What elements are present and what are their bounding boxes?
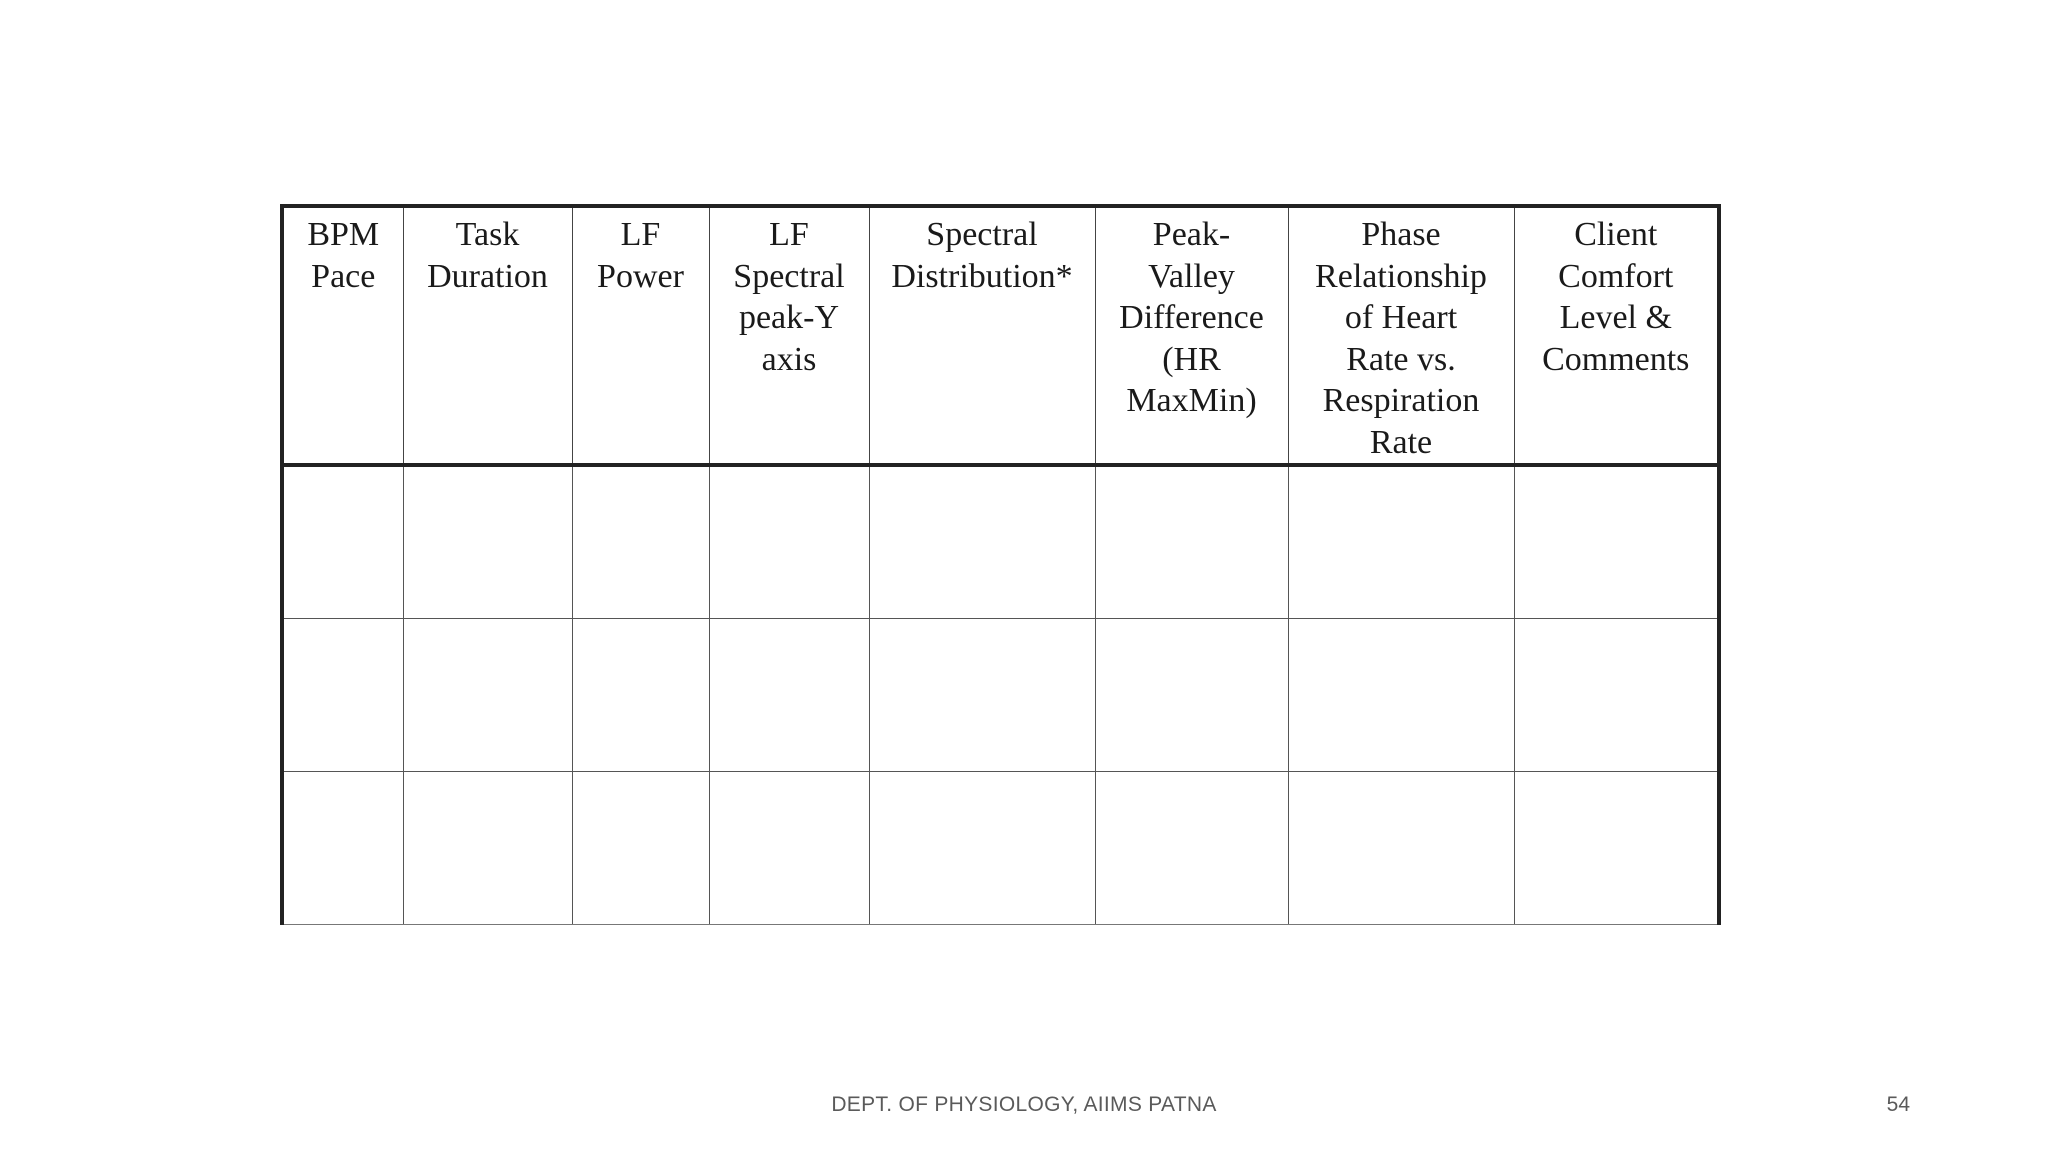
header-task-duration: Task Duration — [403, 206, 572, 465]
table-cell[interactable] — [869, 465, 1095, 618]
table-cell[interactable] — [572, 465, 709, 618]
header-spectral-distribution: Spectral Distribution* — [869, 206, 1095, 465]
table-cell[interactable] — [1288, 618, 1514, 771]
table-row — [282, 771, 1719, 924]
header-lf-spectral-peak: LF Spectral peak-Y axis — [709, 206, 869, 465]
table-row — [282, 618, 1719, 771]
table-cell[interactable] — [709, 771, 869, 924]
table-cell[interactable] — [1095, 771, 1288, 924]
header-client-comfort: Client Comfort Level & Comments — [1514, 206, 1719, 465]
header-lf-power: LF Power — [572, 206, 709, 465]
table-cell[interactable] — [282, 618, 403, 771]
table-cell[interactable] — [403, 771, 572, 924]
table-cell[interactable] — [1514, 618, 1719, 771]
table-cell[interactable] — [282, 771, 403, 924]
table-cell[interactable] — [869, 618, 1095, 771]
table-cell[interactable] — [403, 618, 572, 771]
table-cell[interactable] — [1095, 465, 1288, 618]
table-cell[interactable] — [1288, 465, 1514, 618]
table-cell[interactable] — [403, 465, 572, 618]
table-cell[interactable] — [869, 771, 1095, 924]
table-row — [282, 465, 1719, 618]
header-phase-relationship: Phase Relationship of Heart Rate vs. Respiration Rate — [1288, 206, 1514, 465]
table-cell[interactable] — [1095, 618, 1288, 771]
slide-footer: DEPT. OF PHYSIOLOGY, AIIMS PATNA — [831, 1093, 1217, 1116]
slide-page-number: 54 — [1886, 1093, 1910, 1116]
table-cell[interactable] — [282, 465, 403, 618]
table-cell[interactable] — [572, 771, 709, 924]
table-cell[interactable] — [709, 465, 869, 618]
table-cell[interactable] — [709, 618, 869, 771]
table-cell[interactable] — [1514, 465, 1719, 618]
table-cell[interactable] — [1288, 771, 1514, 924]
header-bpm-pace: BPM Pace — [282, 206, 403, 465]
table-header-row — [282, 206, 1719, 465]
header-peak-valley-difference: Peak- Valley Difference (HR MaxMin) — [1095, 206, 1288, 465]
table-cell[interactable] — [572, 618, 709, 771]
table-cell[interactable] — [1514, 771, 1719, 924]
session-data-table — [280, 204, 1721, 925]
